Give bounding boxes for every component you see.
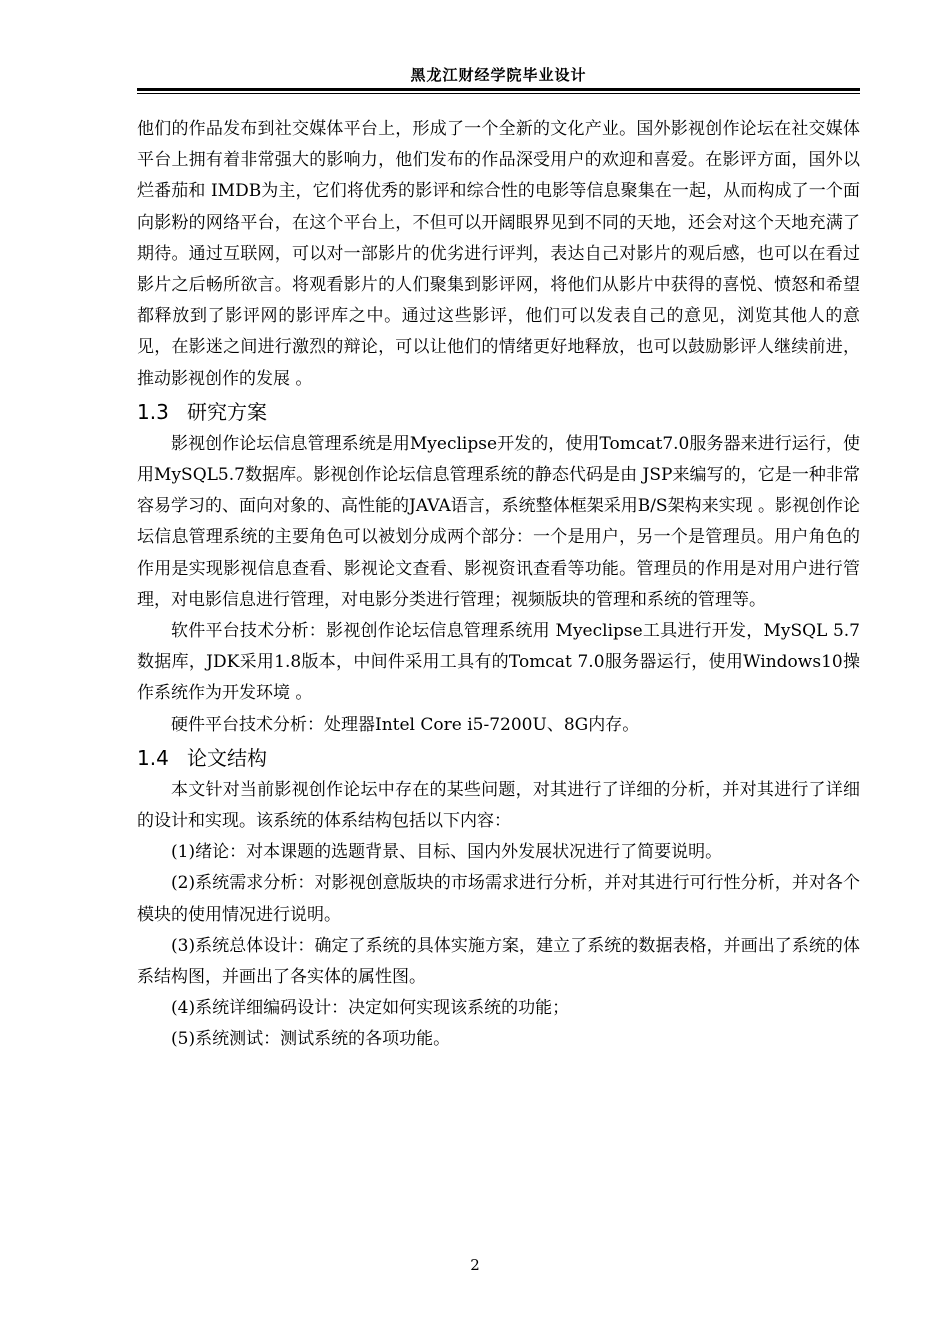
paragraph: 软件平台技术分析：影视创作论坛信息管理系统用 Myeclipse工具进行开发，MySQL 5.7数据库，JDK采用1.8版本，中间件采用工具有的Tomcat 7.0服务器运行，使用Windows10操作系统作为开发环境 。	[137, 621, 860, 704]
section-number: 1.4	[137, 745, 169, 770]
list-item: (2)系统需求分析：对影视创意版块的市场需求进行分析，并对其进行可行性分析，并对各个模块的使用情况进行说明。	[137, 873, 860, 925]
header-rule-thick	[137, 88, 860, 91]
intro-paragraph: 他们的作品发布到社交媒体平台上，形成了一个全新的文化产业。国外影视创作论坛在社交媒体平台上拥有着非常强大的影响力，他们发布的作品深受用户的欢迎和喜爱。在影评方面，国外以烂番茄和 IMDB为主，它们将优秀的影评和综合性的电影等信息聚集在一起，从而构成了一个面向影粉的网络平台，在这个平台上，不但可以开阔眼界见到不同的天地，还会对这个天地充满了期待。通过互联网，可以对一部影片的优劣进行评判，表达自己对影片的观后感，也可以在看过影片之后畅所欲言。将观看影片的人们聚集到影评网，将他们从影片中获得的喜悦、愤怒和希望都释放到了影评网的影评库之中。通过这些影评，他们可以发表自己的意见，浏览其他人的意见，在影迷之间进行激烈的辩论，可以让他们的情绪更好地释放，也可以鼓励影评人继续前进，推动影视创作的发展 。	[137, 119, 860, 389]
section-heading-1-3	[137, 395, 860, 429]
paragraph: 硬件平台技术分析：处理器Intel Core i5-7200U、8G内存。	[171, 714, 640, 735]
paragraph: 影视创作论坛信息管理系统是用Myeclipse开发的，使用Tomcat7.0服务器来进行运行，使用MySQL5.7数据库。影视创作论坛信息管理系统的静态代码是由 JSP来编写的，它是一种非常容易学习的、面向对象的、高性能的JAVA语言，系统整体框架采用B/S架构来实现 。影视创作论坛信息管理系统的主要角色可以被划分成两个部分：一个是用户，另一个是管理员。用户角色的作用是实现影视信息查看、影视论文查看、影视资讯查看等功能。管理员的作用是对用户进行管理，对电影信息进行管理，对电影分类进行管理；视频版块的管理和系统的管理等。	[137, 433, 860, 610]
list-item: (3)系统总体设计：确定了系统的具体实施方案，建立了系统的数据表格，并画出了系统的体系结构图，并画出了各实体的属性图。	[137, 935, 860, 988]
section-heading-1-4	[137, 741, 860, 775]
header-rule-thin	[137, 93, 860, 94]
page-number: 2	[470, 1256, 480, 1274]
list-item: (1)绪论：对本课题的选题背景、目标、国内外发展状况进行了简要说明。	[171, 842, 723, 863]
list-item: (5)系统测试：测试系统的各项功能。	[171, 1029, 451, 1050]
section-title: 论文结构	[187, 745, 267, 770]
page-content	[137, 114, 860, 1056]
paragraph: 本文针对当前影视创作论坛中存在的某些问题，对其进行了详细的分析，并对其进行了详细的设计和实现。该系统的体系结构包括以下内容：	[137, 779, 860, 832]
running-header: 黑龙江财经学院毕业设计	[410, 66, 587, 84]
list-item: (4)系统详细编码设计：决定如何实现该系统的功能；	[171, 998, 570, 1019]
section-title: 研究方案	[187, 399, 267, 424]
section-number: 1.3	[137, 399, 169, 424]
